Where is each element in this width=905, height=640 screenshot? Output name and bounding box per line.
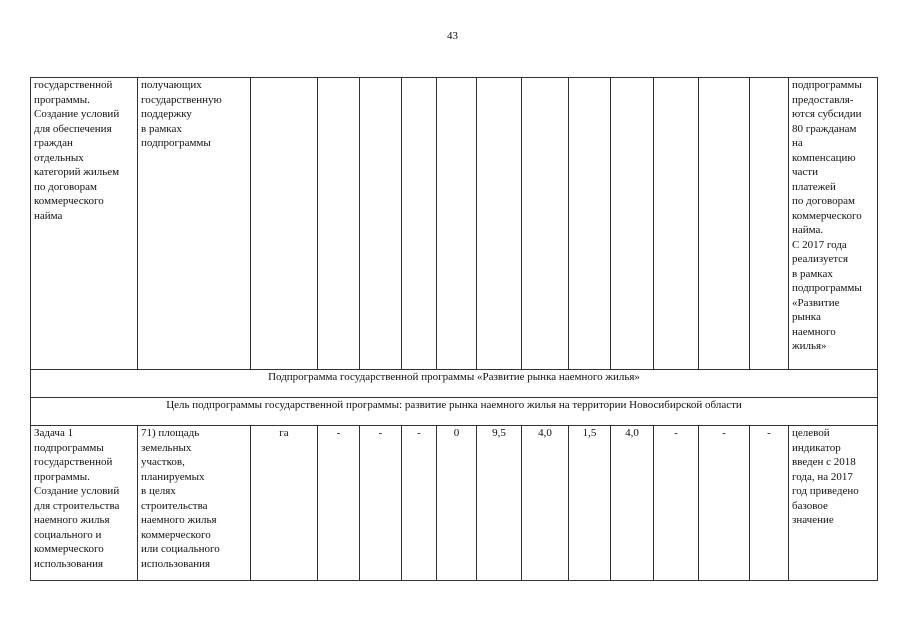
- value-cell: [360, 78, 402, 370]
- value-cell: [750, 78, 789, 370]
- value-cell: [654, 78, 699, 370]
- unit-cell: га: [251, 426, 318, 581]
- value-cell: 9,5: [477, 426, 522, 581]
- value-cell: [402, 78, 437, 370]
- value-cell: -: [402, 426, 437, 581]
- value-cell: -: [699, 426, 750, 581]
- indicators-table: [30, 77, 878, 581]
- indicator-cell: получающих государственную поддержку в рамках подпрограммы: [138, 78, 251, 370]
- subprogram-title: Подпрограмма государственной программы «Развитие рынка наемного жилья»: [31, 370, 878, 398]
- goal-cell: государственной программы. Создание условий для обеспечения граждан отдельных категорий жильем по договорам коммерческого найма: [31, 78, 138, 370]
- value-cell: 4,0: [522, 426, 569, 581]
- page-number: 43: [447, 30, 458, 42]
- task-cell: Задача 1 подпрограммы государственной программы. Создание условий для строительства наемного жилья социального и коммерческого использования: [31, 426, 138, 581]
- note-cell: подпрограммы предоставля- ются субсидии 80 гражданам на компенсацию части платежей по договорам коммерческого найма. С 2017 года реализуется в рамках подпрограммы «Развитие рынка наемного жилья»: [789, 78, 878, 370]
- value-cell: -: [318, 426, 360, 581]
- value-cell: -: [360, 426, 402, 581]
- value-cell: [318, 78, 360, 370]
- value-cell: -: [750, 426, 789, 581]
- unit-cell: [251, 78, 318, 370]
- value-cell: [522, 78, 569, 370]
- table-row: [31, 78, 878, 370]
- indicator-cell: 71) площадь земельных участков, планируемых в целях строительства наемного жилья коммерческого или социального использования: [138, 426, 251, 581]
- subprogram-goal: Цель подпрограммы государственной программы: развитие рынка наемного жилья на территории Новосибирской области: [31, 398, 878, 426]
- value-cell: [437, 78, 477, 370]
- value-cell: 1,5: [569, 426, 611, 581]
- table-row: [31, 398, 878, 426]
- value-cell: 0: [437, 426, 477, 581]
- value-cell: [569, 78, 611, 370]
- value-cell: [699, 78, 750, 370]
- value-cell: [611, 78, 654, 370]
- note-cell: целевой индикатор введен с 2018 года, на 2017 год приведено базовое значение: [789, 426, 878, 581]
- value-cell: [477, 78, 522, 370]
- table-row: [31, 426, 878, 581]
- value-cell: -: [654, 426, 699, 581]
- value-cell: 4,0: [611, 426, 654, 581]
- table-row: [31, 370, 878, 398]
